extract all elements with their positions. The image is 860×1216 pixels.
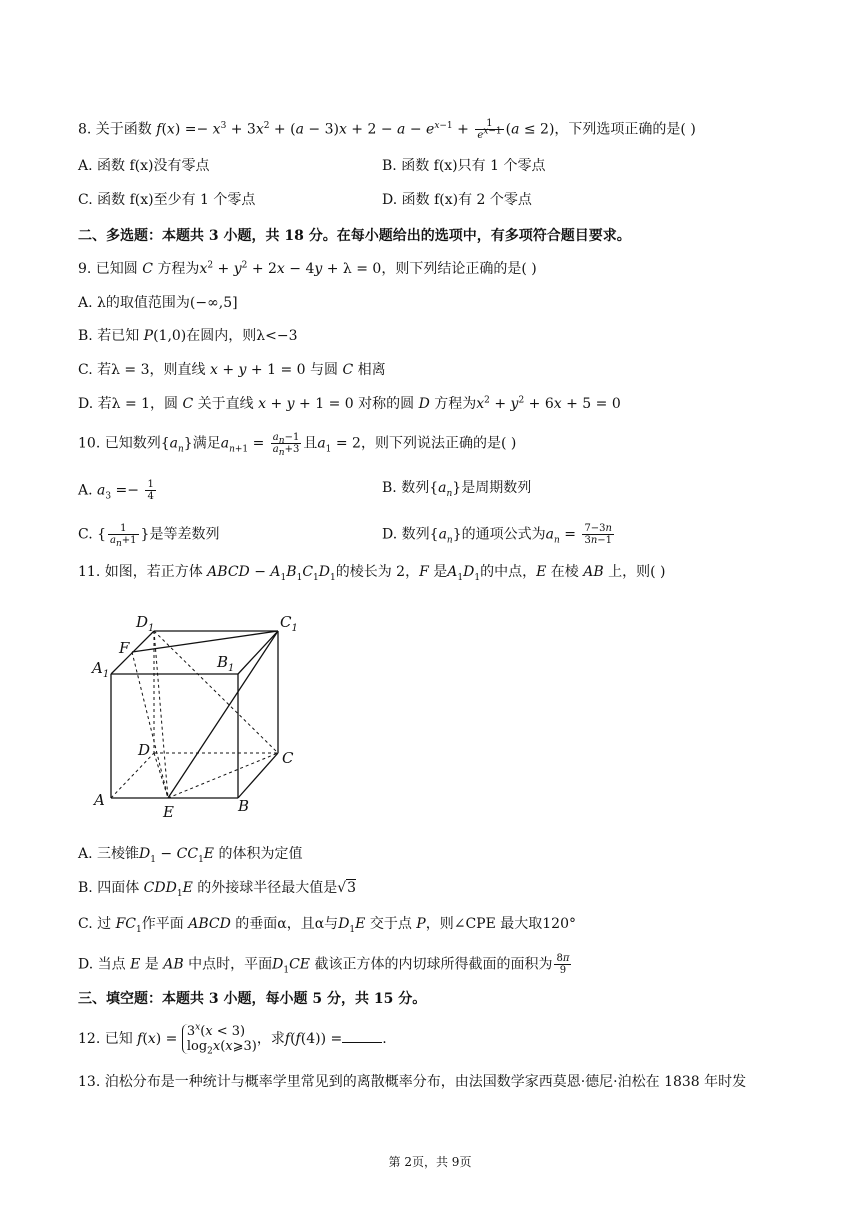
- q12-answer-blank[interactable]: [342, 1030, 382, 1043]
- q8-option-a: A. 函数 f(x)没有零点: [78, 158, 210, 174]
- label-A1: $A_1$: [92, 659, 110, 680]
- q11-option-b: B. 四面体 $CDD_1E$ 的外接球半径最大值是√3: [78, 880, 357, 899]
- q9-option-a: A. λ的取值范围为(−∞,5]: [78, 295, 238, 311]
- section-3-heading: 三、填空题：本题共 3 小题，每小题 5 分，共 15 分。: [78, 991, 427, 1007]
- q10-option-d: D. 数列$\{a_n\}$的通项公式为$a_n$ = $\frac{7-3n}{3n-1}$: [382, 523, 613, 546]
- cube-figure: [86, 605, 316, 825]
- q9-option-d: D. 若λ = 1，圆 C 关于直线 x + y + 1 = 0 对称的圆 D 方程为$x^2 + y^2 + 6x + 5 = 0$: [78, 395, 621, 412]
- label-D1: $D_1$: [136, 613, 155, 634]
- q10-option-c: C. { $\frac{1}{a_n+1}$ }是等差数列: [78, 523, 220, 549]
- q11-stem: 11. 如图，若正方体 ABCD − $A_1B_1C_1D_1$的棱长为 2，F 是$A_1D_1$的中点，E 在棱 AB 上，则( ): [78, 564, 666, 583]
- section-2-heading: 二、多选题：本题共 3 小题，共 18 分。在每小题给出的选项中，有多项符合题目要求。: [78, 228, 631, 244]
- label-B1: $B_1$: [217, 653, 235, 674]
- q10-option-b: B. 数列$\{a_n\}$是周期数列: [382, 480, 532, 499]
- q8-option-c: C. 函数 f(x)至少有 1 个零点: [78, 192, 256, 208]
- q8-option-b: B. 函数 f(x)只有 1 个零点: [382, 158, 546, 174]
- q11-option-d: D. 当点 E 是 AB 中点时，平面$D_1CE$ 截该正方体的内切球所得截面的面积为 $\frac{8\pi}{9}$: [78, 953, 570, 976]
- q13-stem: 13. 泊松分布是一种统计与概率学里常见到的离散概率分布，由法国数学家西莫恩·德尼·泊松在 1838 年时发: [78, 1074, 747, 1090]
- label-C: C: [282, 749, 294, 767]
- label-A: A: [94, 791, 105, 809]
- q11-option-c: C. 过 $FC_1$作平面 ABCD 的垂面α，且α与$D_1E$ 交于点 P，则∠CPE 最大取120°: [78, 916, 576, 935]
- label-E: E: [163, 803, 174, 821]
- q8-stem: 8. 关于函数 $f(x) =- x^3 + 3x^2 + (a - 3)x + 2 - a - e^{x-1}$ + $\frac{1}{e^{x-1}}$ (a ≤ 2)，下列选项正确的是( ): [78, 118, 696, 141]
- label-C1: $C_1$: [280, 613, 298, 634]
- q9-option-c: C. 若λ = 3，则直线 x + y + 1 = 0 与圆 C 相离: [78, 362, 386, 378]
- q9-stem: 9. 已知圆 C 方程为$x^2 + y^2 + 2x - 4y + \lambda = 0$，则下列结论正确的是( ): [78, 260, 537, 277]
- q11-option-a: A. 三棱锥$D_1 - CC_1E$ 的体积为定值: [78, 846, 303, 865]
- q9-option-b: B. 若已知 P(1,0)在圆内，则λ<−3: [78, 328, 298, 344]
- q10-stem: 10. 已知数列$\{a_n\}$满足$a_{n+1}$ = $\frac{a_n-1}{a_n+3}$ 且$a_1 = 2$，则下列说法正确的是( ): [78, 432, 517, 458]
- label-D: D: [138, 741, 151, 759]
- q12-stem: 12. 已知 f(x) = $3^x(x < 3)$ $\log_2x(x⩾3)$ ，求f(f(4)) = .: [78, 1022, 387, 1057]
- label-F: F: [119, 639, 130, 657]
- q8-option-d: D. 函数 f(x)有 2 个零点: [382, 192, 532, 208]
- q10-option-a: A. $a_3$ =− $\frac{1}{4}$: [78, 479, 154, 502]
- page-footer: 第 2页，共 9页: [388, 1155, 472, 1169]
- label-B: B: [238, 797, 250, 815]
